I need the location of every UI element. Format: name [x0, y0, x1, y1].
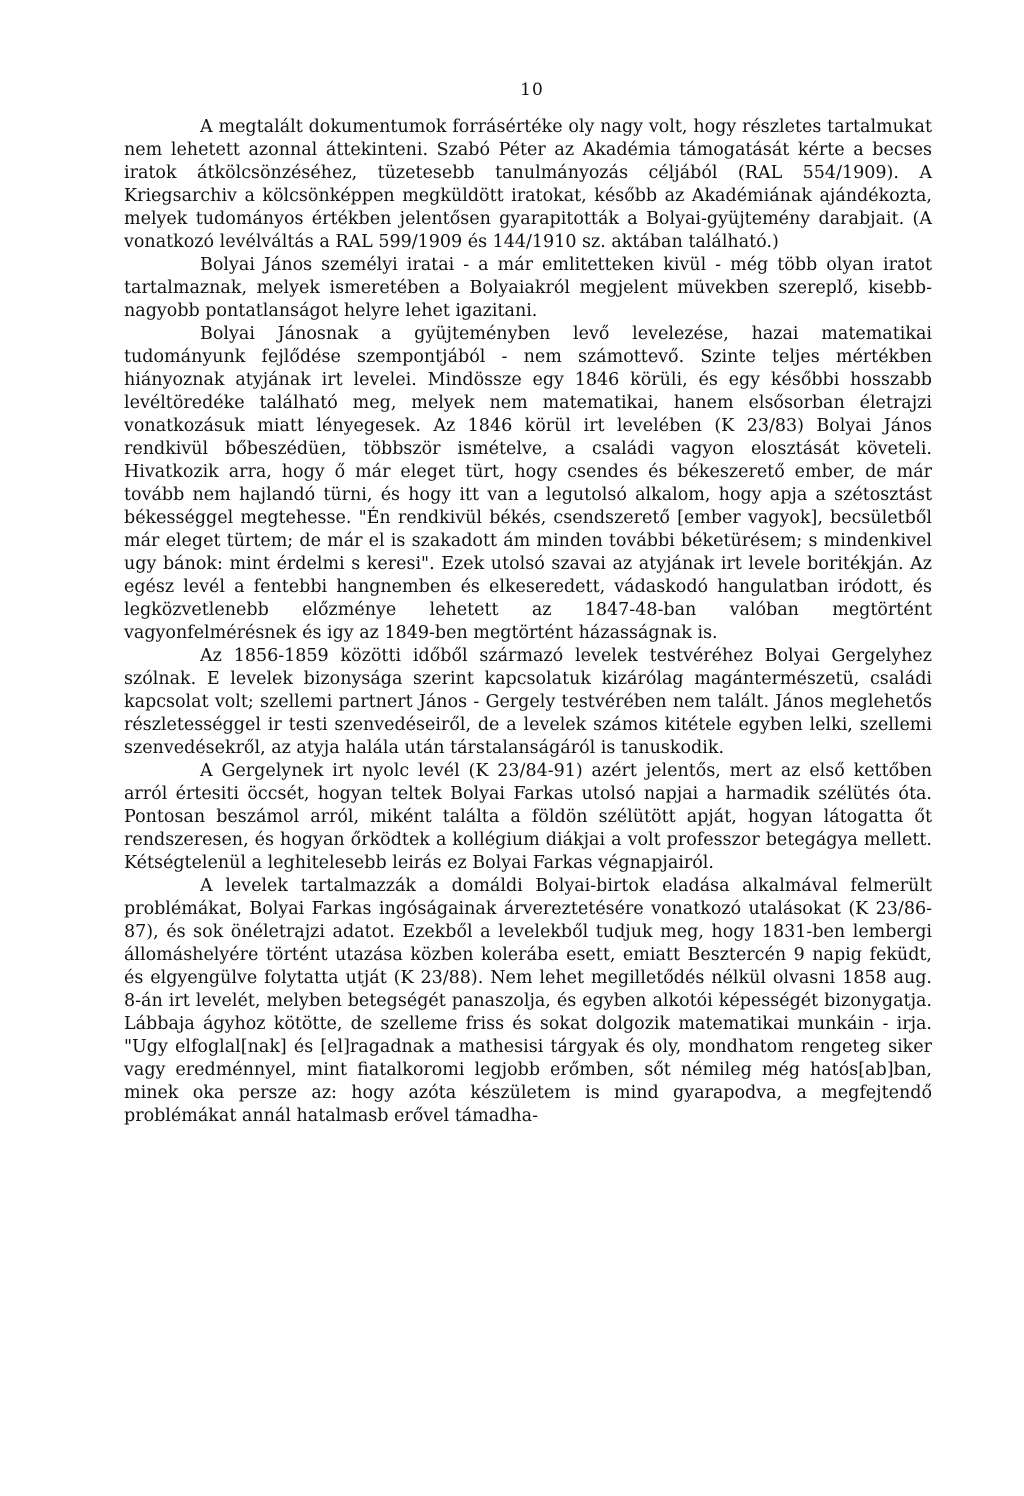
- paragraph-6: A levelek tartalmazzák a domáldi Bolyai-birtok eladása alkalmával felmerült problémákat, Bolyai Farkas ingóságainak árvereztetésére vonatkozó utalásokat (K 23/86-87), és sok önéletrajzi adatot. Ezekből a levelekből tudjuk meg, hogy 1831-ben lembergi állomáshelyére történt utazása közben kolerába esett, emiatt Besztercén 9 napig feküdt, és elgyengülve folytatta utját (K 23/88). Nem lehet megilletődés nélkül olvasni 1858 aug. 8-án irt levelét, melyben betegségét panaszolja, és egyben alkotói képességét bizonygatja. Lábbaja ágyhoz kötötte, de szelleme friss és sokat dolgozik matematikai munkáin - irja. "Ugy elfoglal[nak] és [el]ragadnak a mathesisi tárgyak és oly, mondhatom rengeteg siker vagy eredménnyel, mint fiatalkoromi legjobb erőmben, sőt némileg még hatós[ab]ban, minek oka persze az: hogy azóta készületem is mind gyarapodva, a megfejtendő problémákat annál hatalmasb erővel támadha-: [124, 876, 932, 1126]
- paragraph-5: A Gergelynek irt nyolc levél (K 23/84-91) azért jelentős, mert az első kettőben arról értesiti öccsét, hogyan teltek Bolyai Farkas utolsó napjai a harmadik szélütés óta. Pontosan beszámol arról, miként találta a földön szélütött apját, hogyan látogatta őt rendszeresen, és hogyan őrködtek a kollégium diákjai a volt professzor betegágya mellett. Kétségtelenül a leghitelesebb leirás ez Bolyai Farkas végnapjairól.: [124, 761, 932, 873]
- paragraph-3: Bolyai Jánosnak a gyüjteményben levő levelezése, hazai matematikai tudományunk fejlődése szempontjából - nem számottevő. Szinte teljes mértékben hiányoznak atyjának irt levelei. Mindössze egy 1846 körüli, és egy későbbi hosszabb levéltöredéke található meg, melyek nem matematikai, hanem elsősorban életrajzi vonatkozásuk miatt lényegesek. Az 1846 körül irt levelében (K 23/83) Bolyai János rendkivül bőbeszédüen, többször ismételve, a családi vagyon elosztását követeli. Hivatkozik arra, hogy ő már eleget türt, hogy csendes és békeszerető ember, de már tovább nem hajlandó türni, és hogy itt van a legutolsó alkalom, hogy apja a szétosztást békességgel megtehesse. "Én rendkivül békés, csendszerető [ember vagyok], becsületből már eleget türtem; de már el is szakadott ám minden további béketürésem; s mindenkivel ugy bánok: mint érdelmi s keresi". Ezek utolsó szavai az atyjának irt levele boritékján. Az egész levél a fentebbi hangnemben és elkeseredett, vádaskodó hangulatban iródott, és legközvetlenebb előzménye lehetett az 1847-48-ban valóban megtörtént vagyonfelmérésnek és igy az 1849-ben megtörtént házasságnak is.: [124, 324, 932, 643]
- paragraph-4: Az 1856-1859 közötti időből származó levelek testvéréhez Bolyai Gergelyhez szólnak. E levelek bizonysága szerint kapcsolatuk kizárólag magántermészetü, családi kapcsolat volt; szellemi partnert János - Gergely testvérében nem talált. János meglehetős részletességgel ir testi szenvedéseiről, de a levelek számos kitétele egyben lelki, szellemi szenvedésekről, az atyja halála után társtalanságáról is tanuskodik.: [124, 646, 932, 758]
- document-body: [124, 116, 932, 1128]
- page-number: 10: [520, 80, 544, 100]
- paragraph-2: Bolyai János személyi iratai - a már emlitetteken kivül - még több olyan iratot tartalmaznak, melyek ismeretében a Bolyaiakról megjelent müvekben szereplő, kisebb-nagyobb pontatlanságot helyre lehet igazitani.: [124, 255, 932, 321]
- paragraph-1: A megtalált dokumentumok forrásértéke oly nagy volt, hogy részletes tartalmukat nem lehetett azonnal áttekinteni. Szabó Péter az Akadémia támogatását kérte a becses iratok átkölcsönzéséhez, tüzetesebb tanulmányozás céljából (RAL 554/1909). A Kriegsarchiv a kölcsönképpen megküldött iratokat, később az Akadémiának ajándékozta, melyek tudományos értékben jelentősen gyarapitották a Bolyai-gyüjtemény darabjait. (A vonatkozó levélváltás a RAL 599/1909 és 144/1910 sz. aktában található.): [124, 117, 932, 252]
